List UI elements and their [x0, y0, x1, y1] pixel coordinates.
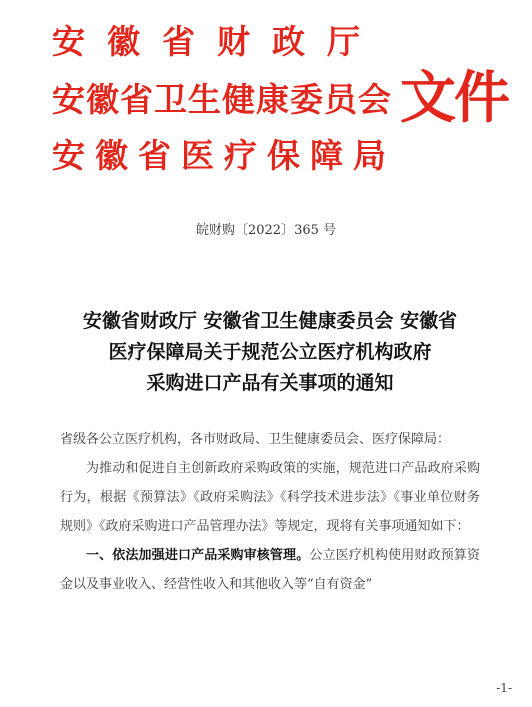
title-line-1: 安徽省财政厅 安徽省卫生健康委员会 安徽省 [82, 310, 458, 332]
issuer-finance-department: 安徽省财政厅 [52, 22, 382, 61]
title-line-3: 采购进口产品有关事项的通知 [146, 372, 394, 394]
section-1-text: 公立医疗机构使用财政预算资金以及事业收入、经营性收入和其他收入等“自有资金” [60, 548, 480, 592]
addressee: 省级各公立医疗机构，各市财政局、卫生健康委员会、医疗保障局： [60, 432, 451, 447]
intro-paragraph: 为推动和促进自主创新政府采购政策的实施，规范进口产品政府采购行为，根据《预算法》《政府采购法》《科学技术进步法》《事业单位财务规则》《政府采购进口产品管理办法》等规定，现将有关事项通知如下： [60, 461, 480, 534]
issuer-medical-security-bureau: 安徽省医疗保障局 [52, 136, 396, 175]
section-1-heading: 一、依法加强进口产品采购审核管理。 [86, 548, 310, 563]
title-line-2: 医疗保障局关于规范公立医疗机构政府 [108, 341, 432, 363]
letterhead [52, 18, 512, 178]
issuer-health-commission: 安徽省卫生健康委员会 [52, 80, 392, 119]
page-number: -1- [496, 681, 512, 695]
document-title [40, 306, 500, 399]
document-body [60, 425, 480, 599]
document-number: 皖财购〔2022〕365 号 [195, 223, 337, 238]
section-1-paragraph [60, 541, 480, 599]
document-suffix: 文件 [400, 65, 508, 131]
